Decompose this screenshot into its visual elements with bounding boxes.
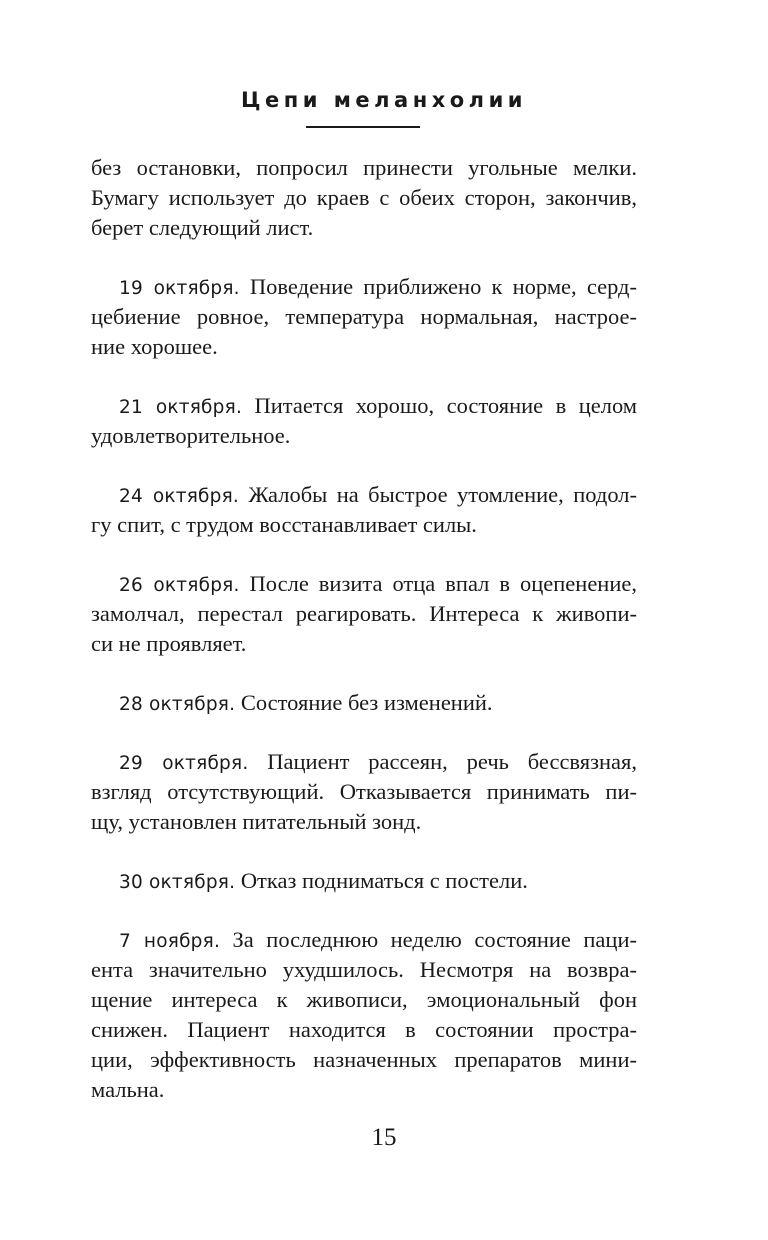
entry-21-october xyxy=(91,391,637,451)
entry-date: 30 октября. xyxy=(119,872,236,893)
entry-text: Питается хорошо, состояние в целом xyxy=(242,393,638,418)
text-line: мальна. xyxy=(91,1077,165,1102)
entry-text: Поведение приближено к норме, серд- xyxy=(239,274,637,299)
text-line: ции, эффективность назначенных препаратов мини- xyxy=(91,1047,637,1072)
page-number: 15 xyxy=(371,1124,397,1151)
text-line: щение интереса к живописи, эмоциональный фон xyxy=(91,987,637,1012)
entry-date: 19 октября. xyxy=(119,278,240,299)
entry-first-line xyxy=(91,688,637,718)
entry-text: Состояние без изменений. xyxy=(235,690,493,715)
page-body xyxy=(91,153,637,1105)
entry-first-line xyxy=(91,866,637,896)
entry-date: 26 октября. xyxy=(119,575,240,596)
text-line: без остановки, попросил принести угольные мелки. xyxy=(91,155,637,180)
entry-text: После визита отца впал в оцепенение, xyxy=(239,571,637,596)
entry-28-october xyxy=(91,688,637,718)
text-line: си не проявляет. xyxy=(91,631,247,656)
entry-first-line xyxy=(91,925,637,955)
entry-text: Отказ подниматься с постели. xyxy=(235,868,528,893)
text-line: снижен. Пациент находится в состоянии простра- xyxy=(91,1017,637,1042)
entry-date: 7 ноября. xyxy=(119,931,221,952)
entry-first-line xyxy=(91,391,637,421)
entry-date: 28 октября. xyxy=(119,694,236,715)
entry-24-october xyxy=(91,480,637,540)
entry-text: Пациент рассеян, речь бессвязная, xyxy=(248,749,638,774)
entry-text: За последнюю неделю состояние паци- xyxy=(220,927,637,952)
text-line: щу, установлен питательный зонд. xyxy=(91,809,422,834)
entry-29-october xyxy=(91,747,637,837)
text-line: Бумагу использует до краев с обеих сторон, закончив, xyxy=(91,185,637,210)
entry-date: 24 октября. xyxy=(119,486,239,507)
entry-26-october xyxy=(91,569,637,659)
text-line: взгляд отсутствующий. Отказывается принимать пи- xyxy=(91,779,637,804)
entry-first-line xyxy=(91,480,637,510)
text-line: гу спит, с трудом восстанавливает силы. xyxy=(91,512,477,537)
text-line: удовлетворительное. xyxy=(91,423,291,448)
entry-first-line xyxy=(91,272,637,302)
continuation-paragraph xyxy=(91,153,637,243)
entry-first-line xyxy=(91,747,637,777)
entry-7-november xyxy=(91,925,637,1105)
text-line: цебиение ровное, температура нормальная, настрое- xyxy=(91,304,637,329)
entry-30-october xyxy=(91,866,637,896)
text-line: берет следующий лист. xyxy=(91,215,314,240)
title-underline xyxy=(306,126,420,128)
entry-date: 29 октября. xyxy=(119,753,249,774)
text-line: ента значительно ухудшилось. Несмотря на возвра- xyxy=(91,957,637,982)
text-line: ние хорошее. xyxy=(91,334,218,359)
entry-text: Жалобы на быстрое утомление, подол- xyxy=(239,482,637,507)
entry-date: 21 октября. xyxy=(119,397,243,418)
entry-19-october xyxy=(91,272,637,362)
running-title: Цепи меланхолии xyxy=(240,88,527,112)
text-line: замолчал, перестал реагировать. Интереса к живопи- xyxy=(91,601,637,626)
entry-first-line xyxy=(91,569,637,599)
